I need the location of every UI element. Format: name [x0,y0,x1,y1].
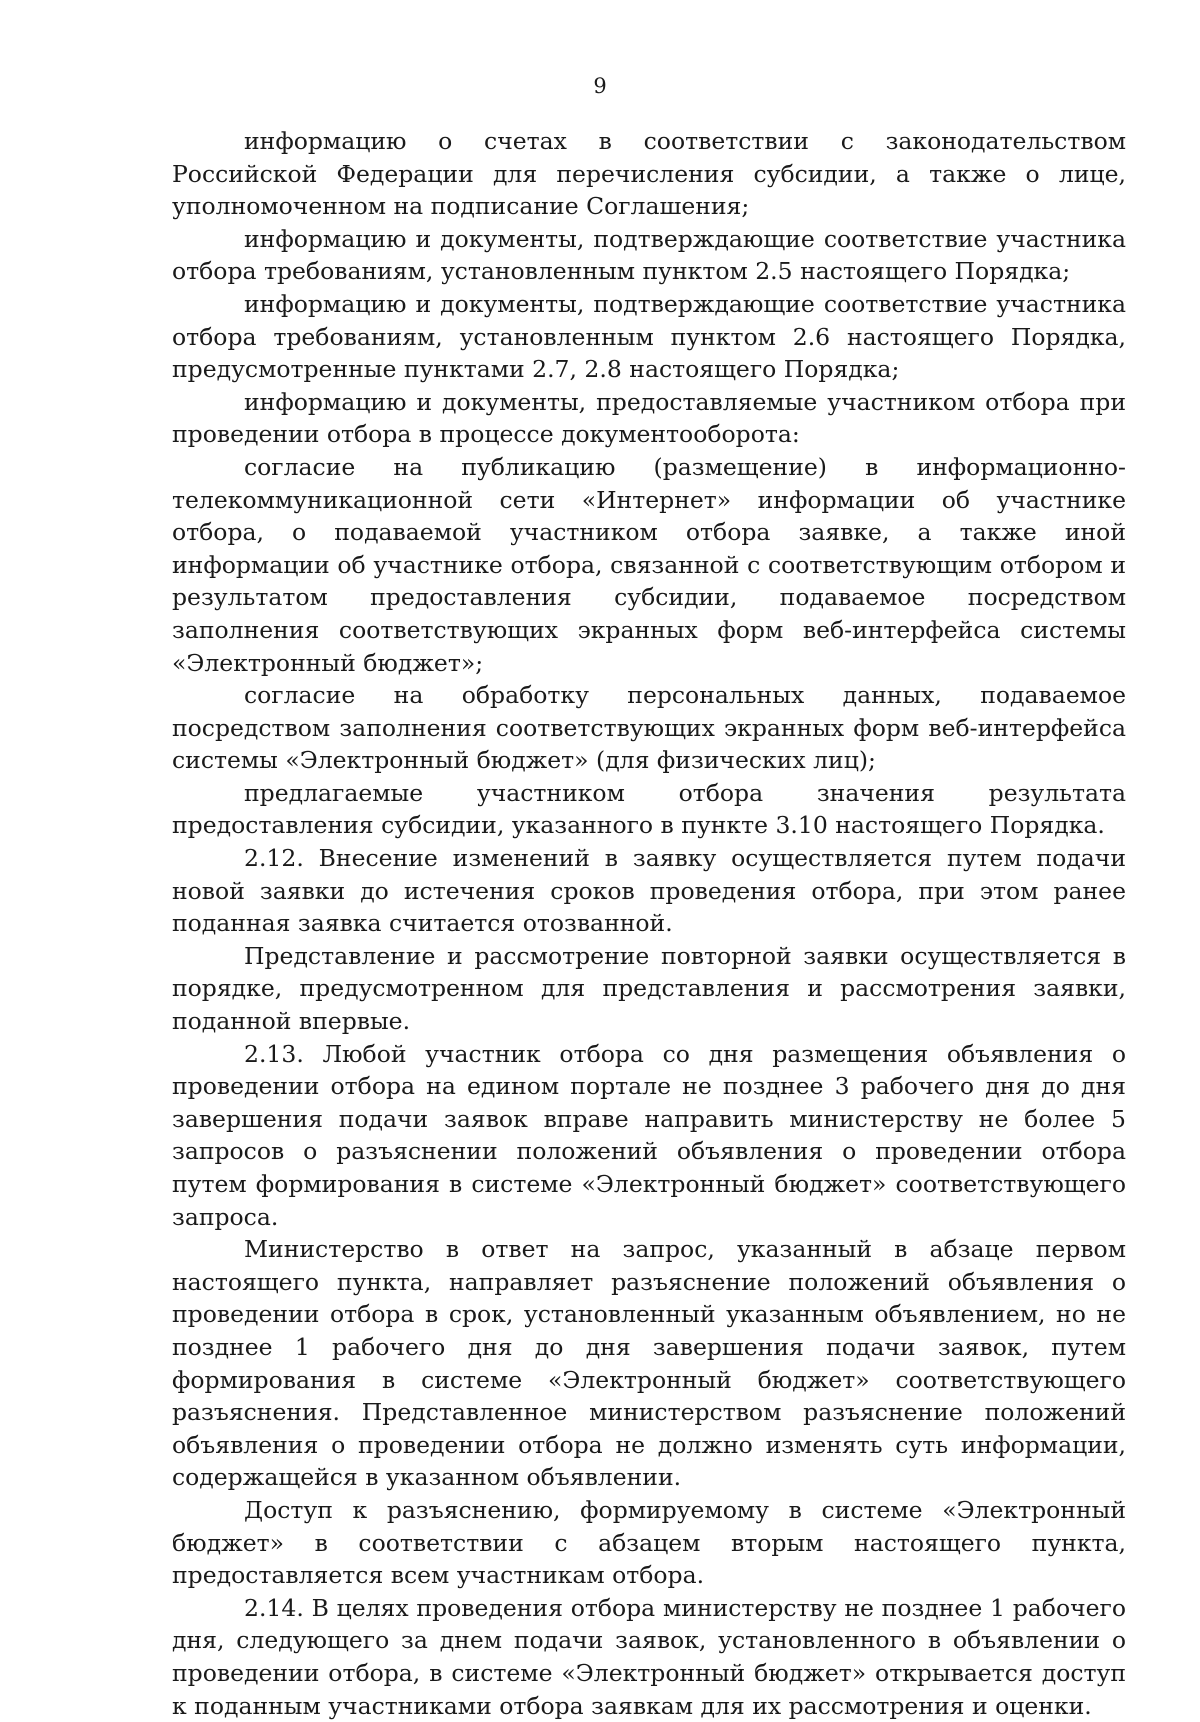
paragraph-requirements-2-5: информацию и документы, подтверждающие соответствие участника отбора требованиям, установленным пунктом 2.5 настоящего Порядка; [172,224,1126,286]
paragraph-account-info: информацию о счетах в соответствии с законодательством Российской Федерации для перечисления субсидии, а также о лице, уполномоченном на подписание Соглашения; [172,127,1126,221]
document-body [172,125,1126,1722]
paragraph-personal-data-consent: согласие на обработку персональных данных, подаваемое посредством заполнения соответствующих экранных форм веб-интерфейса системы «Электронный бюджет» (для физических лиц); [172,681,1126,775]
paragraph-clarification-access: Доступ к разъяснению, формируемому в системе «Электронный бюджет» в соответствии с абзацем вторым настоящего пункта, предоставляется всем участникам отбора. [172,1495,1126,1590]
paragraph-publication-consent: согласие на публикацию (размещение) в информационно-телекоммуникационной сети «Интернет» информации об участнике отбора, о подаваемой участником отбора заявке, а также иной информации об участнике отбора, связанной с соответствующим отбором и результатом предоставления субсидии, подаваемое посредством заполнения соответствующих экранных форм веб-интерфейса системы «Электронный бюджет»; [172,452,1126,677]
page-number: 9 [593,74,607,98]
paragraph-2-12: 2.12. Внесение изменений в заявку осуществляется путем подачи новой заявки до истечения сроков проведения отбора, при этом ранее поданная заявка считается отозванной. [172,844,1126,938]
paragraph-2-13: 2.13. Любой участник отбора со дня размещения объявления о проведении отбора на едином портале не позднее 3 рабочего дня до дня завершения подачи заявок вправе направить министерству не более 5 запросов о разъяснении положений объявления о проведении отбора путем формирования в системе «Электронный бюджет» соответствующего запроса. [172,1039,1126,1231]
paragraph-ministry-response: Министерство в ответ на запрос, указанный в абзаце первом настоящего пункта, направляет разъяснение положений объявления о проведении отбора в срок, установленный указанным объявлением, но не позднее 1 рабочего дня до дня завершения подачи заявок, путем формирования в системе «Электронный бюджет» соответствующего разъяснения. Представленное министерством разъяснение положений объявления о проведении отбора не должно изменять суть информации, содержащейся в указанном объявлении. [172,1235,1126,1492]
paragraph-documents-workflow: информацию и документы, предоставляемые участником отбора при проведении отбора в процессе документооборота: [172,387,1126,449]
paragraph-result-values: предлагаемые участником отбора значения результата предоставления субсидии, указанного в пункте 3.10 настоящего Порядка. [172,778,1126,840]
paragraph-requirements-2-6: информацию и документы, подтверждающие соответствие участника отбора требованиям, установленным пунктом 2.6 настоящего Порядка, предусмотренные пунктами 2.7, 2.8 настоящего Порядка; [172,289,1126,384]
paragraph-repeat-application: Представление и рассмотрение повторной заявки осуществляется в порядке, предусмотренном для представления и рассмотрения заявки, поданной впервые. [172,941,1126,1036]
paragraph-2-14: 2.14. В целях проведения отбора министерству не позднее 1 рабочего дня, следующего за днем подачи заявок, установленного в объявлении о проведении отбора, в системе «Электронный бюджет» открывается доступ к поданным участниками отбора заявкам для их рассмотрения и оценки. [172,1593,1126,1720]
